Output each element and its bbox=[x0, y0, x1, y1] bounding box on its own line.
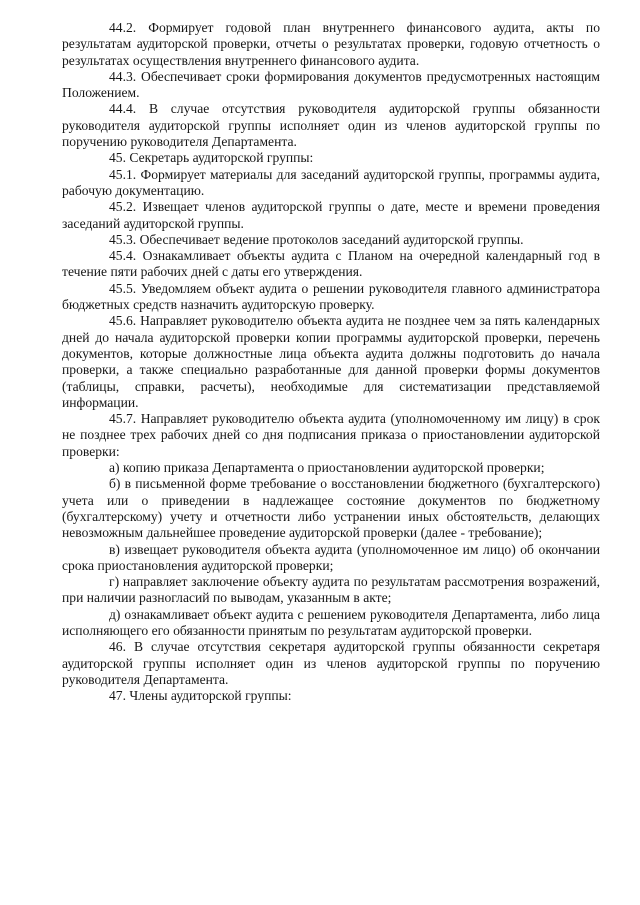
paragraph-45: 45. Секретарь аудиторской группы: bbox=[109, 150, 314, 166]
subitem-g: г) направляет заключение объекту аудита по результатам рассмотрения возражений, при наличии разногласий по выводам, указанным в акте; bbox=[62, 574, 600, 606]
paragraph-46: 46. В случае отсутствия секретаря аудиторской группы обязанности секретаря аудиторской группы исполняет один из членов аудиторской группы по поручению руководителя Департамента. bbox=[62, 639, 600, 687]
subitem-a: а) копию приказа Департамента о приостановлении аудиторской проверки; bbox=[109, 460, 545, 476]
paragraph-45-4: 45.4. Ознакамливает объекты аудита с Планом на очередной календарный год в течение пяти рабочих дней с даты его утверждения. bbox=[62, 248, 600, 280]
paragraph-44-2: 44.2. Формирует годовой план внутреннего финансового аудита, акты по результатам аудиторской проверки, отчеты о результатах проверки, годовую отчетность о результатах осуществления внутреннего финансового аудита. bbox=[62, 20, 600, 68]
subitem-v: в) извещает руководителя объекта аудита (уполномоченное им лицо) об окончании срока приостановления аудиторской проверки; bbox=[62, 541, 600, 573]
subitem-d: д) ознакамливает объект аудита с решением руководителя Департамента, либо лица исполняющего его обязанности принятым по результатам аудиторской проверки. bbox=[62, 606, 600, 638]
paragraph-45-2: 45.2. Извещает членов аудиторской группы о дате, месте и времени проведения заседаний аудиторской группы. bbox=[62, 199, 600, 231]
paragraph-45-3: 45.3. Обеспечивает ведение протоколов заседаний аудиторской группы. bbox=[109, 231, 524, 247]
paragraph-45-1: 45.1. Формирует материалы для заседаний аудиторской группы, программы аудита, рабочую документацию. bbox=[62, 166, 600, 198]
paragraph-47: 47. Члены аудиторской группы: bbox=[109, 688, 292, 704]
paragraph-44-4: 44.4. В случае отсутствия руководителя аудиторской группы обязанности руководителя аудиторской группы исполняет один из членов аудиторской группы по поручению руководителя Департамента. bbox=[62, 101, 600, 150]
document-body bbox=[62, 20, 600, 704]
paragraph-45-5: 45.5. Уведомляем объект аудита о решении руководителя главного администратора бюджетных средств назначить аудиторскую проверку. bbox=[62, 280, 600, 313]
subitem-b: б) в письменной форме требование о восстановлении бюджетного (бухгалтерского) учета или о приведении в надлежащее состояние документов по бюджетному (бухгалтерскому) учету и отчетности либо устранении иных обстоятельств, делающих невозможным дальнейшее проведение аудиторской проверки (далее - требование); bbox=[62, 476, 600, 541]
paragraph-45-7: 45.7. Направляет руководителю объекта аудита (уполномоченному им лицу) в срок не позднее трех рабочих дней со дня подписания приказа о приостановлении аудиторской проверки: bbox=[62, 411, 600, 459]
paragraph-44-3: 44.3. Обеспечивает сроки формирования документов предусмотренных настоящим Положением. bbox=[62, 68, 600, 101]
paragraph-45-6: 45.6. Направляет руководителю объекта аудита не позднее чем за пять календарных дней до начала аудиторской проверки копии программы аудиторской проверки, перечень документов, которые должностные лица объекта аудита должны подготовить до начала проверки, а также специально разработанные для данной проверки формы документов (таблицы, справки, расчеты), необходимые для систематизации представляемой информации. bbox=[62, 313, 600, 410]
